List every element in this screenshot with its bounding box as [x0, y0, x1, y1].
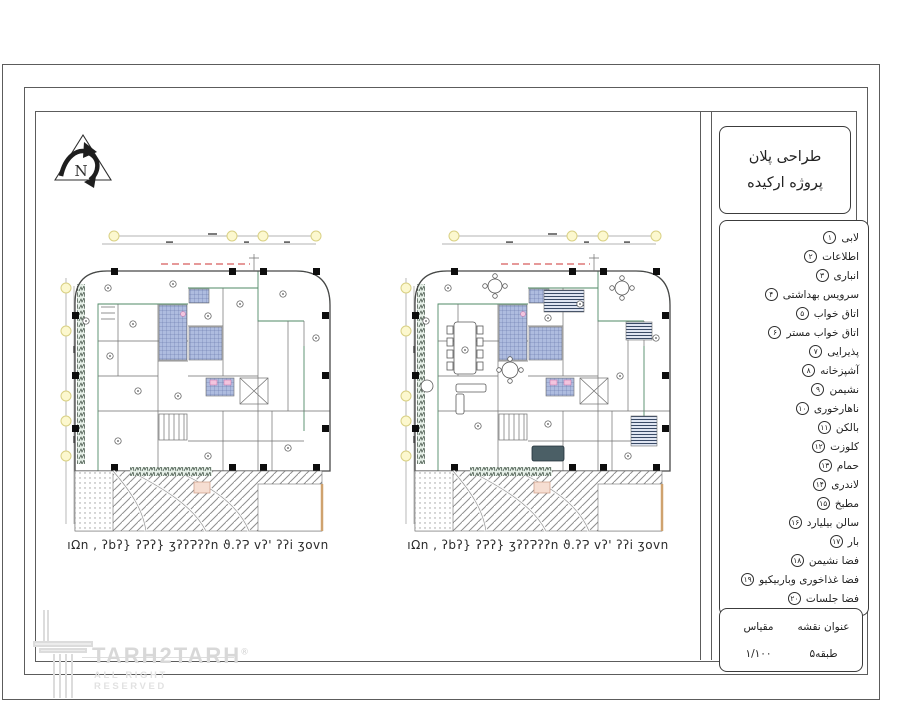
legend-item-number: ۱۳	[819, 459, 832, 472]
legend-item-number: ۸	[802, 364, 815, 377]
legend-item-number: ۷	[809, 345, 822, 358]
legend-item	[729, 496, 859, 511]
room-legend	[719, 220, 869, 616]
legend-item-label: نشیمن	[829, 383, 859, 396]
legend-item	[729, 401, 859, 416]
legend-item	[729, 553, 859, 568]
plan-body	[72, 254, 330, 471]
bed	[631, 416, 657, 446]
legend-item-number: ۴	[765, 288, 778, 301]
logo-subtitle: ALL RIGHT RESERVED	[94, 670, 168, 692]
planting-hedge-drive	[470, 467, 552, 476]
bed	[626, 322, 652, 340]
legend-item-number: ۱۷	[830, 535, 843, 548]
drive-label-tag	[534, 482, 550, 493]
legend-item-label: مطبخ	[834, 497, 859, 510]
plan-caption-right: ıΩn , ʔbʔ} ʔɁʔ} ʒʔʔɁʔʔn ϑ.ʔɁ vʔ' ʔʔi ʒovn	[407, 538, 669, 552]
legend-item	[729, 230, 859, 245]
legend-item-number: ۹	[811, 383, 824, 396]
legend-item-number: ۱	[823, 231, 836, 244]
legend-item	[729, 268, 859, 283]
legend-item-number: ۳	[816, 269, 829, 282]
company-logo	[32, 610, 250, 710]
legend-item	[729, 591, 859, 606]
legend-item	[729, 363, 859, 378]
info-value-floor: طبقه۵	[809, 647, 838, 660]
driveway-area	[75, 467, 322, 531]
legend-item-number: ۱۴	[813, 478, 826, 491]
legend-item-label: لاندری	[831, 478, 859, 491]
legend-item-number: ۱۵	[817, 497, 830, 510]
legend-item-label: سرویس بهداشتی	[782, 288, 859, 301]
drawing-info-block	[719, 608, 863, 672]
legend-item-label: پذیرایی	[827, 345, 859, 358]
legend-item-number: ۵	[796, 307, 809, 320]
legend-item	[729, 420, 859, 435]
legend-item-label: فضا غذاخوری وباربیکیو	[759, 573, 859, 586]
legend-item-number: ۱۰	[796, 402, 809, 415]
bed	[544, 290, 584, 312]
title-column-divider-outer	[700, 111, 701, 660]
legend-item-number: ۱۹	[741, 573, 754, 586]
legend-item	[729, 249, 859, 264]
planting-hedge-drive	[130, 467, 212, 476]
legend-item-number: ۲	[804, 250, 817, 263]
info-value-scale: ۱/۱۰۰	[745, 647, 772, 660]
project-title-block	[719, 126, 851, 214]
legend-item-label: کلوزت	[830, 440, 859, 453]
legend-item	[729, 477, 859, 492]
legend-item-label: آشپزخانه	[820, 364, 859, 377]
legend-item-label: اتاق خواب	[813, 307, 859, 320]
floor-plan-right	[398, 226, 678, 538]
legend-item	[729, 515, 859, 530]
grid-dimensions-top	[442, 231, 661, 244]
project-title-line2: پروژه ارکیده	[747, 175, 823, 191]
legend-item	[729, 382, 859, 397]
legend-item-number: ۶	[768, 326, 781, 339]
legend-item-label: بالکن	[835, 421, 859, 434]
registered-icon: ®	[241, 646, 250, 657]
floor-plan-left	[58, 226, 338, 538]
legend-item-label: بار	[847, 535, 859, 548]
legend-item	[729, 325, 859, 340]
logo-name: TARH2TARH®	[92, 643, 250, 668]
tile-area-bath	[529, 327, 562, 360]
legend-item-number: ۱۲	[812, 440, 825, 453]
legend-item	[729, 306, 859, 321]
info-header-title: عنوان نقشه	[797, 620, 850, 633]
billiard-table	[532, 446, 564, 461]
north-arrow-icon	[48, 126, 118, 192]
legend-item	[729, 534, 859, 549]
legend-item-label: حمام	[836, 459, 859, 472]
legend-item-number: ۱۶	[789, 516, 802, 529]
tile-area-bath	[189, 327, 222, 360]
north-letter: N	[74, 162, 88, 180]
legend-item-label: اطلاعات	[822, 250, 859, 263]
plan-caption-left: ıΩn , ʔbʔ} ʔɁʔ} ʒʔʔɁʔʔn ϑ.ʔɁ vʔ' ʔʔi ʒovn	[67, 538, 329, 552]
legend-item-label: سالن بیلیارد	[806, 516, 859, 529]
drive-label-tag	[194, 482, 210, 493]
legend-item-label: لابی	[841, 231, 859, 244]
project-title-line1: طراحی پلان	[748, 149, 822, 165]
legend-item-number: ۱۸	[791, 554, 804, 567]
info-header-scale: مقیاس	[743, 620, 774, 633]
legend-item-label: فضا نشیمن	[808, 554, 859, 567]
grid-dimensions-top	[102, 231, 321, 244]
legend-item-number: ۲۰	[788, 592, 801, 605]
legend-item	[729, 287, 859, 302]
legend-item	[729, 344, 859, 359]
title-column-divider-inner	[711, 111, 712, 660]
legend-item	[729, 572, 859, 587]
plan-body	[412, 254, 670, 471]
driveway-area	[415, 467, 662, 531]
legend-item	[729, 458, 859, 473]
legend-item-label: ناهارخوری	[813, 402, 859, 415]
legend-item-label: انباری	[833, 269, 859, 282]
legend-item-label: فضا جلسات	[805, 592, 859, 605]
legend-item-label: اتاق خواب مستر	[786, 326, 859, 339]
legend-item-number: ۱۱	[818, 421, 831, 434]
legend-item	[729, 439, 859, 454]
